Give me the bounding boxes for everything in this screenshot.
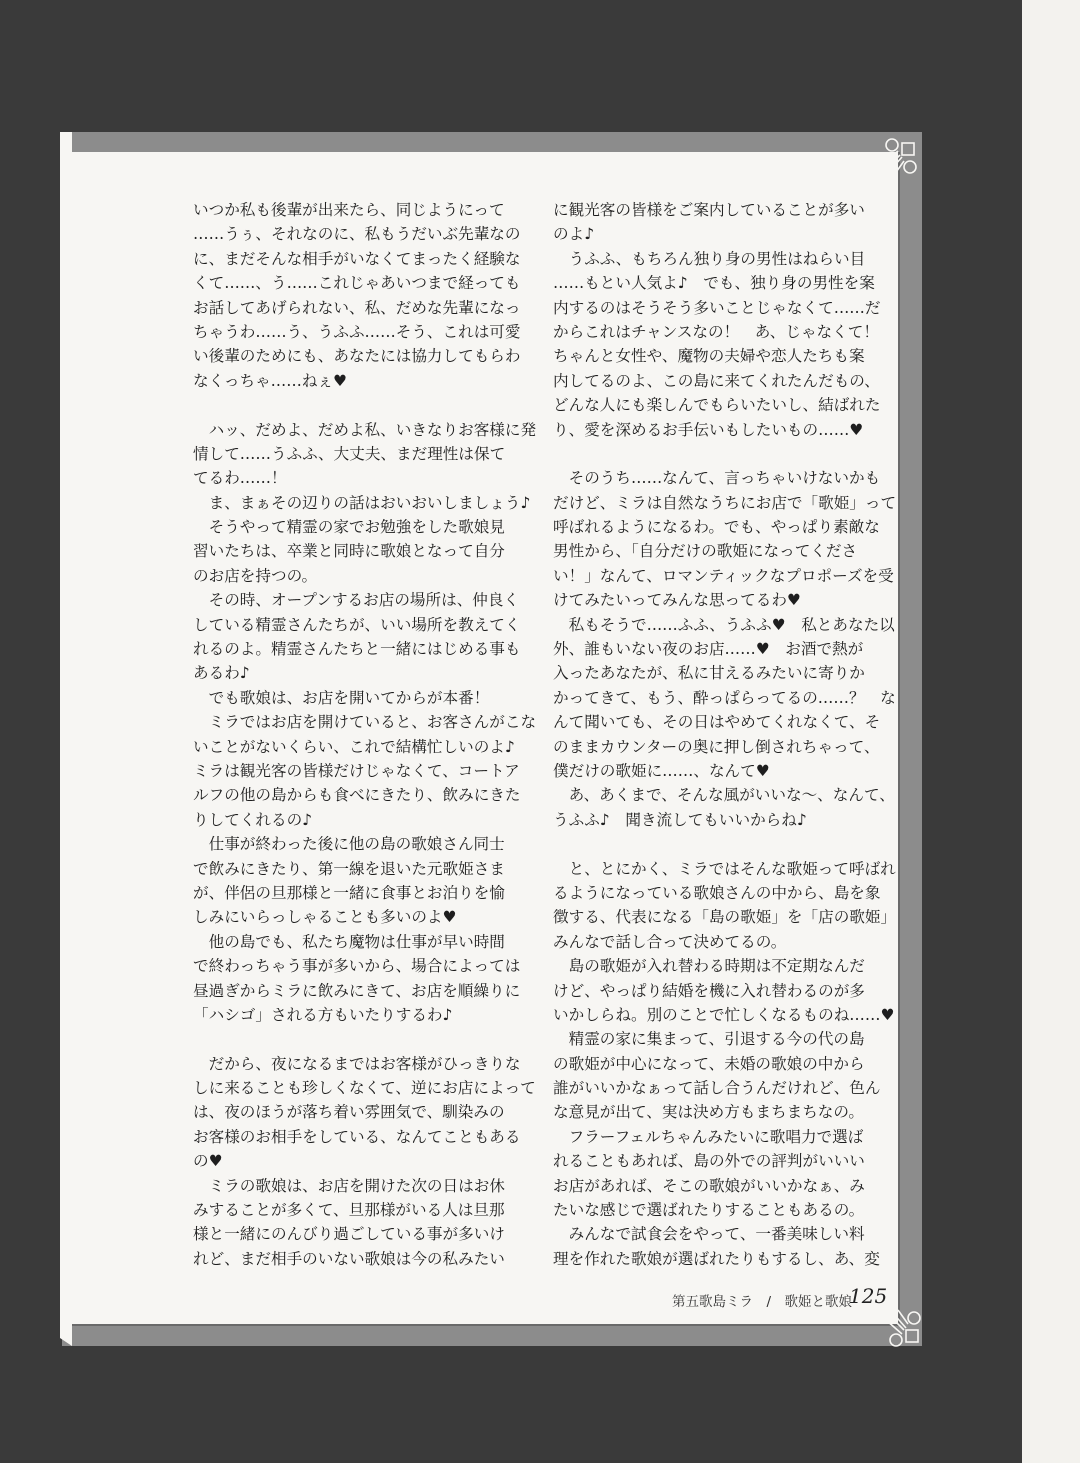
- text-line: 内するのはそうそう多いことじゃなくて……だ: [553, 298, 881, 317]
- text-line: ミラではお店を開けていると、お客さんがこな: [193, 713, 537, 732]
- running-footer-title: 第五歌島ミラ / 歌姫と歌娘: [672, 1294, 853, 1310]
- text-line: 僕だけの歌姫に……、なんて♥: [553, 761, 770, 780]
- text-line: な意見が出て、実は決め方もまちまちなの。: [553, 1103, 864, 1122]
- text-line: 入ったあなたが、私に甘えるみたいに寄りか: [553, 664, 865, 683]
- text-line: と、とにかく、ミラではそんな歌姫って呼ばれ: [553, 859, 896, 878]
- text-line: あるわ♪: [193, 664, 250, 683]
- text-line: 呼ばれるようになるわ。でも、やっぱり素敵な: [553, 518, 880, 537]
- text-line: 内してるのよ、この島に来てくれたんだもの、: [553, 371, 880, 390]
- text-line: でも歌娘は、お店を開いてからが本番！: [193, 688, 490, 707]
- text-line: 情して……うふふ、大丈夫、まだ理性は保て: [193, 444, 506, 463]
- text-line: なくっちゃ……ねぇ♥: [193, 371, 348, 390]
- text-line: [553, 832, 883, 856]
- text-line: 昼過ぎからミラに飲みにきて、お店を順繰りに: [193, 981, 521, 1000]
- text-line: 理を作れた歌娘が選ばれたりもするし、あ、変: [553, 1249, 880, 1268]
- text-line: 誰がいいかなぁって話し合うんだけれど、色ん: [553, 1079, 881, 1098]
- text-line: だけど、ミラは自然なうちにお店で「歌姫」って: [553, 493, 897, 512]
- text-line: 男性から、「自分だけの歌姫になってくださ: [553, 542, 858, 561]
- page-number: 125: [849, 1284, 888, 1308]
- text-line: い後輩のためにも、あなたには協力してもらわ: [193, 347, 521, 366]
- text-line: のお店を持つの。: [193, 566, 318, 585]
- text-line: のままカウンターの奥に押し倒されちゃって、: [553, 737, 880, 756]
- text-line: るようになっている歌娘さんの中から、島を象: [553, 883, 881, 902]
- text-line: だから、夜になるまではお客様がひっきりな: [193, 1054, 521, 1073]
- text-line: ちゃんと女性や、魔物の夫婦や恋人たちも案: [553, 347, 865, 366]
- right-text-column: [553, 198, 897, 1271]
- text-line: [553, 442, 883, 466]
- text-line: の歌姫が中心になって、未婚の歌娘の中から: [553, 1054, 865, 1073]
- text-line: に観光客の皆様をご案内していることが多い: [553, 201, 865, 219]
- text-line: からこれはチャンスなの！ あ、じゃなくて！: [553, 322, 879, 341]
- text-line: [193, 393, 523, 417]
- text-line: ……もとい人気よ♪ でも、独り身の男性を案: [553, 274, 875, 293]
- text-line: そのうち……なんて、言っちゃいけないかも: [553, 469, 881, 488]
- text-line: お客様のお相手をしている、なんてこともある: [193, 1127, 521, 1146]
- text-line: の♥: [193, 1152, 223, 1171]
- text-line: ……うぅ、それなのに、私もうだいぶ先輩なの: [193, 225, 521, 244]
- text-line: みんなで試食会をやって、一番美味しい料: [553, 1225, 865, 1244]
- text-line: [193, 1027, 523, 1051]
- text-line: かってきて、もう、酔っぱらってるの……？ な: [553, 688, 896, 707]
- text-line: 私もそうで……ふふ、うふふ♥ 私とあなた以: [553, 615, 895, 634]
- text-line: 仕事が終わった後に他の島の歌娘さん同士: [193, 835, 505, 854]
- text-line: れるのよ。精霊さんたちと一緒にはじめる事も: [193, 640, 521, 659]
- text-line: ミラの歌娘は、お店を開けた次の日はお休: [193, 1176, 505, 1195]
- text-line: 「ハシゴ」される方もいたりするわ♪: [193, 1005, 453, 1024]
- text-line: みすることが多くて、旦那様がいる人は旦那: [193, 1201, 505, 1220]
- text-line: んて聞いても、その日はやめてくれなくて、そ: [553, 713, 881, 732]
- text-line: ま、まぁその辺りの話はおいおいしましょう♪: [193, 493, 531, 512]
- text-line: り、愛を深めるお手伝いもしたいもの……♥: [553, 420, 864, 439]
- text-line: ルフの他の島からも食べにきたり、飲みにきた: [193, 786, 521, 805]
- text-line: 徴する、代表になる「島の歌姫」を「店の歌姫」: [553, 908, 897, 927]
- text-line: が、伴侶の旦那様と一緒に食事とお泊りを愉: [193, 883, 505, 902]
- text-line: のよ♪: [553, 225, 595, 244]
- text-line: りしてくれるの♪: [193, 810, 313, 829]
- text-line: いかしらね。別のことで忙しくなるものね……♥: [553, 1005, 895, 1024]
- text-line: している精霊さんたちが、いい場所を教えてく: [193, 615, 521, 634]
- text-line: は、夜のほうが落ち着い雰囲気で、馴染みの: [193, 1103, 505, 1122]
- text-line: しに来ることも珍しくなくて、逆にお店によって: [193, 1079, 536, 1098]
- text-line: ちゃうわ……う、うふふ……そう、これは可愛: [193, 322, 521, 341]
- text-line: 精霊の家に集まって、引退する今の代の島: [553, 1030, 865, 1049]
- torn-page-edge: [54, 132, 72, 1346]
- text-line: しみにいらっしゃることも多いのよ♥: [193, 908, 457, 927]
- text-line: ハッ、だめよ、だめよ私、いきなりお客様に発: [193, 420, 537, 439]
- scanner-bed-margin: [1022, 0, 1080, 1463]
- text-line: 他の島でも、私たち魔物は仕事が早い時間: [193, 932, 505, 951]
- text-line: れど、まだ相手のいない歌娘は今の私みたい: [193, 1249, 505, 1268]
- text-line: れることもあれば、島の外での評判がいいい: [553, 1152, 865, 1171]
- text-line: うふふ♪ 聞き流してもいいからね♪: [553, 810, 807, 829]
- text-line: けてみたいってみんな思ってるわ♥: [553, 591, 801, 610]
- text-line: うふふ、もちろん独り身の男性はねらい目: [553, 249, 866, 268]
- corner-ornament-top-icon: [880, 137, 924, 177]
- text-line: いつか私も後輩が出来たら、同じようにって: [193, 201, 505, 219]
- text-line: そうやって精霊の家でお勉強をした歌娘見: [193, 518, 505, 537]
- text-line: その時、オープンするお店の場所は、仲良く: [193, 591, 520, 610]
- text-line: 島の歌姫が入れ替わる時期は不定期なんだ: [553, 957, 865, 976]
- text-line: フラーフェルちゃんみたいに歌唱力で選ば: [553, 1127, 864, 1146]
- text-line: あ、あくまで、そんな風がいいな～、なんて、: [553, 786, 895, 805]
- text-line: お話してあげられない、私、だめな先輩になっ: [193, 298, 521, 317]
- text-line: 習いたちは、卒業と同時に歌娘となって自分: [193, 542, 505, 561]
- text-line: たいな感じで選ばれたりすることもあるの。: [553, 1201, 865, 1220]
- text-line: いことがないくらい、これで結構忙しいのよ♪: [193, 737, 515, 756]
- text-line: に、まだそんな相手がいなくてまったく経験な: [193, 249, 521, 268]
- text-line: どんな人にも楽しんでもらいたいし、結ばれた: [553, 396, 881, 415]
- text-line: ミラは観光客の皆様だけじゃなくて、コートア: [193, 761, 520, 780]
- text-line: い！」なんて、ロマンティックなプロポーズを受: [553, 566, 894, 585]
- text-line: お店があれば、そこの歌娘がいいかなぁ、み: [553, 1176, 865, 1195]
- text-line: で終わっちゃう事が多いから、場合によっては: [193, 957, 521, 976]
- corner-ornament-bottom-icon: [884, 1308, 928, 1348]
- text-line: くて……、う……これじゃあいつまで経っても: [193, 274, 521, 293]
- text-line: 様と一緒にのんびり過ごしている事が多いけ: [193, 1225, 505, 1244]
- text-line: みんなで話し合って決めてるの。: [553, 932, 787, 951]
- left-text-column: [193, 198, 537, 1271]
- text-line: てるわ……！: [193, 469, 287, 488]
- text-line: けど、やっぱり結婚を機に入れ替わるのが多: [553, 981, 865, 1000]
- text-line: で飲みにきたり、第一線を退いた元歌姫さま: [193, 859, 505, 878]
- text-line: 外、誰もいない夜のお店……♥ お酒で熱が: [553, 640, 864, 659]
